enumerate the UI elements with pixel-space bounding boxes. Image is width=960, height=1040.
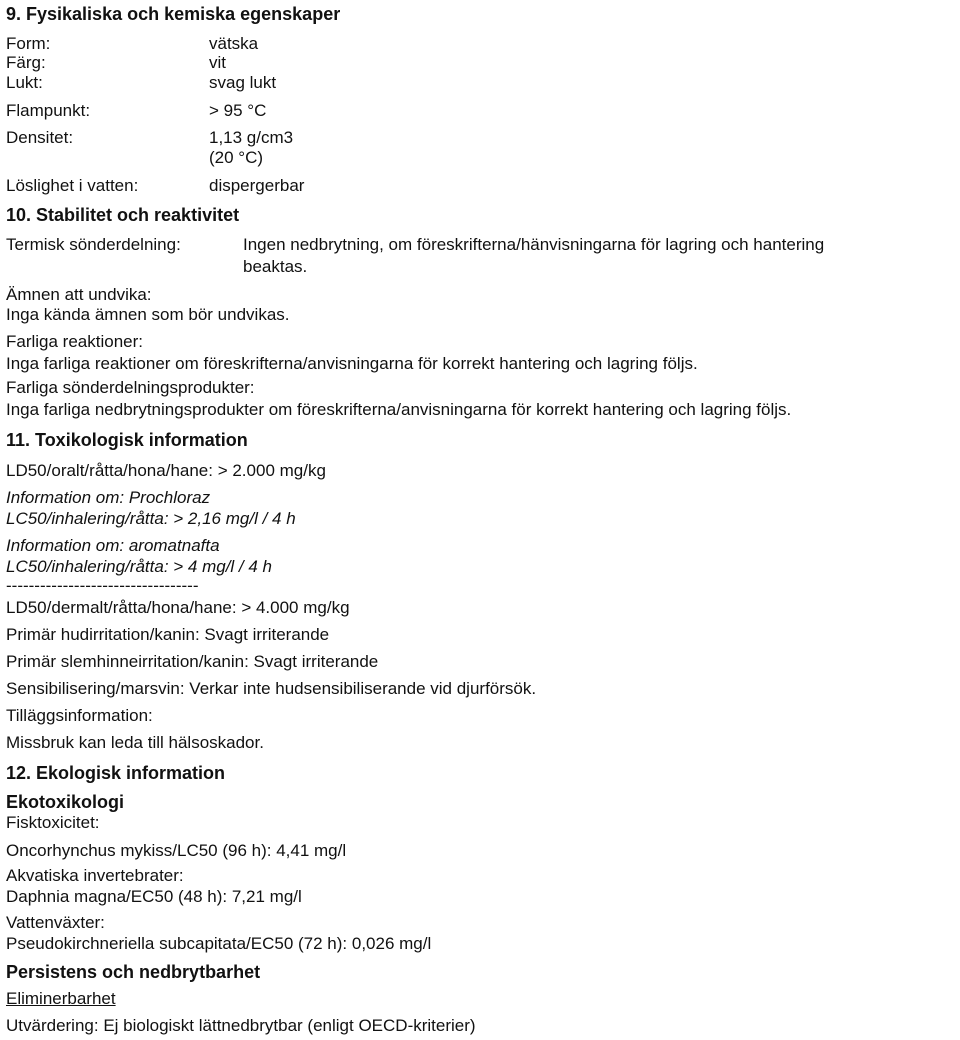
ld50-dermal: LD50/dermalt/råtta/hona/hane: > 4.000 mg/kg	[6, 598, 350, 617]
form-value: vätska	[209, 34, 259, 53]
lc50-prochloraz: LC50/inhalering/råtta: > 2,16 mg/l / 4 h	[6, 509, 296, 528]
farg-value: vit	[209, 53, 226, 72]
info-aromatnafta: Information om: aromatnafta	[6, 536, 220, 555]
termisk-value-line2: beaktas.	[243, 257, 308, 276]
akvatiska-value: Daphnia magna/EC50 (48 h): 7,21 mg/l	[6, 887, 302, 906]
tillaggsinformation-label: Tilläggsinformation:	[6, 706, 153, 725]
flampunkt-label: Flampunkt:	[6, 101, 91, 120]
farg-label: Färg:	[6, 53, 46, 72]
ld50-oral: LD50/oralt/råtta/hona/hane: > 2.000 mg/kg	[6, 461, 326, 480]
tillaggsinformation-value: Missbruk kan leda till hälsoskador.	[6, 733, 264, 752]
farliga-reaktioner-value: Inga farliga reaktioner om föreskrifterna/anvisningarna för korrekt hantering och lagring följs.	[6, 354, 698, 373]
section-12-heading: 12. Ekologisk information	[6, 763, 226, 783]
section-11-heading: 11. Toxikologisk information	[6, 430, 248, 450]
densitet-label: Densitet:	[6, 128, 74, 147]
section-10-heading: 10. Stabilitet och reaktivitet	[6, 205, 240, 225]
termisk-label: Termisk sönderdelning:	[6, 235, 181, 254]
section-9-heading: 9. Fysikaliska och kemiska egenskaper	[6, 4, 341, 24]
form-label: Form:	[6, 34, 51, 53]
eliminerbarhet-label: Eliminerbarhet	[6, 989, 116, 1008]
slemhinneirritation: Primär slemhinneirritation/kanin: Svagt irriterande	[6, 652, 379, 671]
fisktoxicitet-label: Fisktoxicitet:	[6, 813, 100, 832]
vattenvaxter-value: Pseudokirchneriella subcapitata/EC50 (72 h): 0,026 mg/l	[6, 934, 432, 953]
sonderdelning-label: Farliga sönderdelningsprodukter:	[6, 378, 255, 397]
loslighet-label: Löslighet i vatten:	[6, 176, 139, 195]
ekotoxikologi-heading: Ekotoxikologi	[6, 792, 125, 812]
sonderdelning-value: Inga farliga nedbrytningsprodukter om föreskrifterna/anvisningarna för korrekt hantering och lagring följs.	[6, 400, 792, 419]
termisk-value-line1: Ingen nedbrytning, om föreskrifterna/hänvisningarna för lagring och hantering	[243, 235, 825, 254]
lukt-value: svag lukt	[209, 73, 277, 92]
fisktoxicitet-value: Oncorhynchus mykiss/LC50 (96 h): 4,41 mg/l	[6, 841, 347, 860]
akvatiska-label: Akvatiska invertebrater:	[6, 866, 184, 885]
sensibilisering: Sensibilisering/marsvin: Verkar inte hudsensibiliserande vid djurförsök.	[6, 679, 537, 698]
densitet-temp: (20 °C)	[209, 148, 264, 167]
info-prochloraz: Information om: Prochloraz	[6, 488, 211, 507]
amnen-label: Ämnen att undvika:	[6, 285, 152, 304]
farliga-reaktioner-label: Farliga reaktioner:	[6, 332, 144, 351]
flampunkt-value: > 95 °C	[209, 101, 267, 120]
persistens-heading: Persistens och nedbrytbarhet	[6, 962, 261, 982]
lukt-label: Lukt:	[6, 73, 43, 92]
vattenvaxter-label: Vattenväxter:	[6, 913, 105, 932]
lc50-aromatnafta: LC50/inhalering/råtta: > 4 mg/l / 4 h	[6, 557, 273, 576]
densitet-value: 1,13 g/cm3	[209, 128, 294, 147]
loslighet-value: dispergerbar	[209, 176, 305, 195]
hudirritation: Primär hudirritation/kanin: Svagt irriterande	[6, 625, 330, 644]
utvardering: Utvärdering: Ej biologiskt lättnedbrytbar (enligt OECD-kriterier)	[6, 1016, 476, 1035]
amnen-value: Inga kända ämnen som bör undvikas.	[6, 305, 290, 324]
separator-line: ----------------------------------	[6, 576, 199, 595]
